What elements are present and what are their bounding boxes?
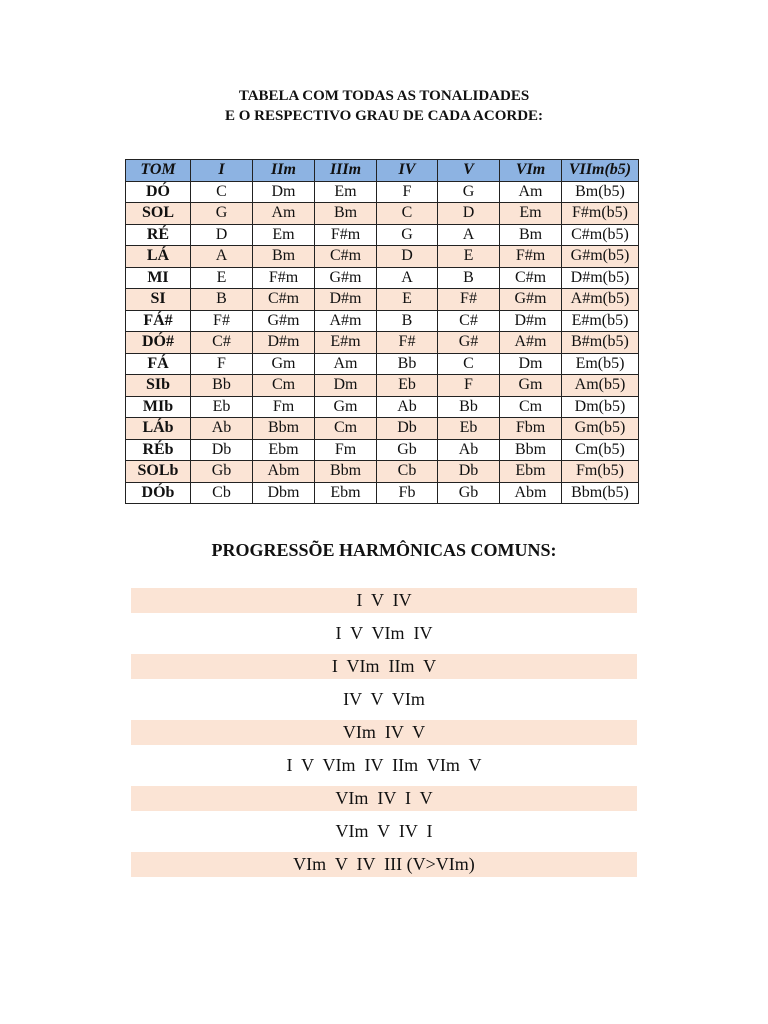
chord-cell: Db <box>191 439 253 461</box>
chord-cell: Fm <box>253 396 315 418</box>
chord-cell: D#m <box>315 289 377 311</box>
table-row <box>126 375 639 397</box>
chord-cell: G <box>438 181 500 203</box>
chord-cell: F#m <box>315 224 377 246</box>
table-row <box>126 224 639 246</box>
column-header-degree: V <box>438 160 500 182</box>
chord-cell: G#m <box>500 289 562 311</box>
key-name-cell: SI <box>126 289 191 311</box>
chord-cell: B <box>377 310 438 332</box>
chord-cell: Db <box>377 418 438 440</box>
chord-cell: Em <box>500 203 562 225</box>
chord-cell: Cm <box>315 418 377 440</box>
chord-cell: Bbm(b5) <box>562 482 639 504</box>
chord-cell: E <box>191 267 253 289</box>
column-header-degree: IIIm <box>315 160 377 182</box>
chord-cell: Em <box>253 224 315 246</box>
chord-cell: F <box>438 375 500 397</box>
chord-cell: Gb <box>377 439 438 461</box>
chord-cell: Gm <box>315 396 377 418</box>
key-name-cell: LÁ <box>126 246 191 268</box>
key-name-cell: DÓ# <box>126 332 191 354</box>
chord-cell: Eb <box>191 396 253 418</box>
chord-cell: Dbm <box>253 482 315 504</box>
chord-cell: Fb <box>377 482 438 504</box>
chord-cell: C <box>377 203 438 225</box>
table-body <box>126 181 639 504</box>
chord-cell: A#m(b5) <box>562 289 639 311</box>
chord-cell: Cm <box>500 396 562 418</box>
chord-cell: E <box>377 289 438 311</box>
progressions-title: PROGRESSÕE HARMÔNICAS COMUNS: <box>211 540 557 560</box>
table-row <box>126 439 639 461</box>
chord-cell: D#m <box>500 310 562 332</box>
chord-cell: Gm <box>253 353 315 375</box>
table-row <box>126 482 639 504</box>
chord-cell: Gm <box>500 375 562 397</box>
page-title-line-2: E O RESPECTIVO GRAU DE CADA ACORDE: <box>224 108 544 124</box>
progression-item: I V IV <box>131 588 637 613</box>
table-row <box>126 289 639 311</box>
chord-cell: Cm(b5) <box>562 439 639 461</box>
chord-cell: C#m(b5) <box>562 224 639 246</box>
chord-cell: C# <box>191 332 253 354</box>
chord-cell: Bbm <box>500 439 562 461</box>
table-row <box>126 332 639 354</box>
chord-cell: F <box>191 353 253 375</box>
table-row <box>126 461 639 483</box>
chord-cell: Fm(b5) <box>562 461 639 483</box>
chord-cell: Abm <box>500 482 562 504</box>
progression-item: I VIm IIm V <box>131 654 637 679</box>
key-name-cell: LÁb <box>126 418 191 440</box>
table-row <box>126 267 639 289</box>
chord-cell: F <box>377 181 438 203</box>
chord-cell: Bbm <box>315 461 377 483</box>
chord-cell: C# <box>438 310 500 332</box>
table-row <box>126 396 639 418</box>
key-name-cell: FÁ <box>126 353 191 375</box>
chord-cell: A#m <box>500 332 562 354</box>
chord-cell: D <box>377 246 438 268</box>
chord-cell: Em <box>315 181 377 203</box>
key-name-cell: DÓb <box>126 482 191 504</box>
chord-cell: G <box>191 203 253 225</box>
chord-cell: Ebm <box>315 482 377 504</box>
chord-cell: Am <box>253 203 315 225</box>
chord-cell: Dm <box>253 181 315 203</box>
chord-cell: Am <box>315 353 377 375</box>
table-header-row <box>126 160 639 182</box>
chord-cell: Em(b5) <box>562 353 639 375</box>
column-header-degree: VIIm(b5) <box>562 160 639 182</box>
chord-cell: F#m <box>500 246 562 268</box>
chord-cell: Ab <box>438 439 500 461</box>
chord-cell: Gb <box>438 482 500 504</box>
chord-cell: F# <box>377 332 438 354</box>
chord-cell: Eb <box>438 418 500 440</box>
chord-cell: Bb <box>438 396 500 418</box>
chord-cell: Ab <box>191 418 253 440</box>
chord-cell: A <box>377 267 438 289</box>
key-name-cell: SOLb <box>126 461 191 483</box>
table-row <box>126 246 639 268</box>
progression-item: VIm V IV III (V>VIm) <box>131 852 637 877</box>
chord-cell: E <box>438 246 500 268</box>
chord-cell: D#m(b5) <box>562 267 639 289</box>
chord-cell: Bbm <box>253 418 315 440</box>
key-name-cell: SIb <box>126 375 191 397</box>
chord-cell: Bm(b5) <box>562 181 639 203</box>
chord-cell: B <box>438 267 500 289</box>
progression-item: IV V VIm <box>343 689 425 709</box>
key-name-cell: MIb <box>126 396 191 418</box>
chord-cell: Bb <box>191 375 253 397</box>
chord-cell: C <box>191 181 253 203</box>
chord-cell: Ebm <box>500 461 562 483</box>
column-header-degree: IIm <box>253 160 315 182</box>
chord-cell: B <box>191 289 253 311</box>
chord-cell: G# <box>438 332 500 354</box>
chord-cell: B#m(b5) <box>562 332 639 354</box>
chord-cell: D <box>438 203 500 225</box>
table-row <box>126 203 639 225</box>
chord-cell: Cb <box>191 482 253 504</box>
chord-cell: C <box>438 353 500 375</box>
chord-cell: Eb <box>377 375 438 397</box>
page-title-line-1: TABELA COM TODAS AS TONALIDADES <box>238 88 530 104</box>
chord-cell: Db <box>438 461 500 483</box>
progression-item: VIm V IV I <box>335 821 433 841</box>
progression-item: VIm IV I V <box>131 786 637 811</box>
progressions-list <box>131 588 637 885</box>
chord-cell: F#m <box>253 267 315 289</box>
chord-cell: Gb <box>191 461 253 483</box>
table-row <box>126 353 639 375</box>
chord-cell: G <box>377 224 438 246</box>
chord-cell: G#m(b5) <box>562 246 639 268</box>
keys-table <box>125 159 639 504</box>
chord-cell: Bm <box>500 224 562 246</box>
chord-cell: Ebm <box>253 439 315 461</box>
table-row <box>126 181 639 203</box>
chord-cell: A <box>191 246 253 268</box>
chord-cell: C#m <box>500 267 562 289</box>
chord-cell: Fm <box>315 439 377 461</box>
chord-cell: G#m <box>253 310 315 332</box>
progression-item: I V VIm IV <box>335 623 433 643</box>
chord-cell: G#m <box>315 267 377 289</box>
chord-cell: Ab <box>377 396 438 418</box>
chord-cell: Bb <box>377 353 438 375</box>
chord-cell: D#m <box>253 332 315 354</box>
table-row <box>126 310 639 332</box>
chord-cell: F#m(b5) <box>562 203 639 225</box>
chord-cell: A <box>438 224 500 246</box>
chord-cell: Fbm <box>500 418 562 440</box>
key-name-cell: RÉ <box>126 224 191 246</box>
chord-cell: Dm <box>315 375 377 397</box>
chord-cell: Am(b5) <box>562 375 639 397</box>
column-header-degree: IV <box>377 160 438 182</box>
chord-cell: Gm(b5) <box>562 418 639 440</box>
chord-cell: F# <box>191 310 253 332</box>
chord-cell: Dm(b5) <box>562 396 639 418</box>
key-name-cell: FÁ# <box>126 310 191 332</box>
chord-cell: Am <box>500 181 562 203</box>
chord-cell: E#m <box>315 332 377 354</box>
chord-cell: F# <box>438 289 500 311</box>
chord-cell: C#m <box>315 246 377 268</box>
key-name-cell: MI <box>126 267 191 289</box>
chord-cell: Bm <box>315 203 377 225</box>
chord-cell: Dm <box>500 353 562 375</box>
key-name-cell: DÓ <box>126 181 191 203</box>
chord-cell: Bm <box>253 246 315 268</box>
progression-item: I V VIm IV IIm VIm V <box>286 755 482 775</box>
chord-cell: E#m(b5) <box>562 310 639 332</box>
chord-cell: Abm <box>253 461 315 483</box>
chord-cell: C#m <box>253 289 315 311</box>
chord-cell: Cb <box>377 461 438 483</box>
key-name-cell: SOL <box>126 203 191 225</box>
table-row <box>126 418 639 440</box>
chord-cell: Cm <box>253 375 315 397</box>
chord-cell: D <box>191 224 253 246</box>
chord-cell: A#m <box>315 310 377 332</box>
column-header-degree: VIm <box>500 160 562 182</box>
column-header-tom: TOM <box>126 160 191 182</box>
column-header-degree: I <box>191 160 253 182</box>
key-name-cell: RÉb <box>126 439 191 461</box>
progression-item: VIm IV V <box>131 720 637 745</box>
